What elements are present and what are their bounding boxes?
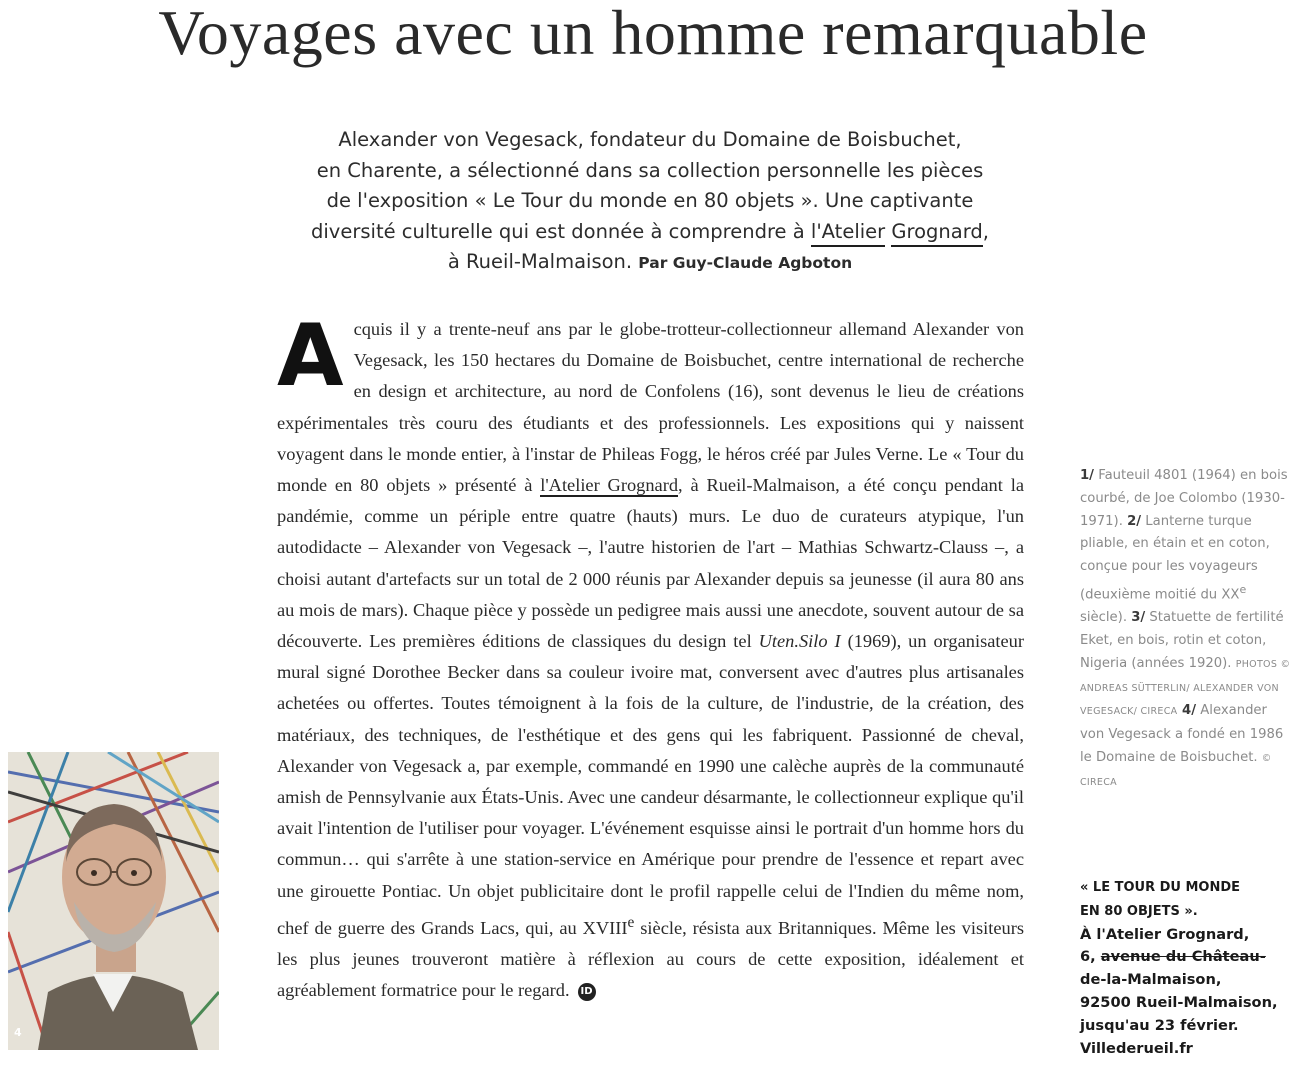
photo-credit-1: PHOTOS © ANDREAS SÜTTERLIN/ ALEXANDER VON VEGESACK/ CIRECA	[1080, 658, 1291, 718]
body-text-2: , à Rueil-Malmaison, a été conçu pendant la pandémie, comme un périple entre quatre (hauts) murs. Le duo de curateurs atypique, l'un autodidacte – Alexander von Vegesack –, l'autre historien de l'art – Mathias Schwartz-Clauss –, a choisi autant d'artefacts sur un total de 2 000 réunis par Alexander depuis sa jeunesse (il aura 80 ans au mois de mars). Chaque pièce y possède un pedigree mais aussi une anecdote, souvent autour de sa découverte. Les premières éditions de classiques du design tel	[277, 475, 1024, 652]
caption-text-2: Lanterne turque pliable, en étain et en coton, conçue pour les voyageurs (deuxième moitié du XX	[1080, 513, 1270, 603]
lede-line-4: diversité culturelle qui est donnée à comprendre à	[311, 219, 811, 243]
info-city: 92500 Rueil-Malmaison,	[1080, 993, 1278, 1011]
lede-comma: ,	[982, 219, 989, 243]
info-website: Villederueil.fr	[1080, 1039, 1193, 1057]
article-lede	[270, 125, 1030, 279]
info-title-1: « LE TOUR DU MONDE	[1080, 880, 1241, 895]
lede-line-5: à Rueil-Malmaison.	[447, 250, 639, 273]
caption-text-4: Alexander von Vegesack a fondé en 1986 le Domaine de Boisbuchet.	[1080, 703, 1284, 765]
photo-credit-2: © CIRECA	[1080, 752, 1272, 788]
body-superscript: e	[627, 913, 635, 931]
body-text-4: siècle, résista aux Britanniques. Même les visiteurs les plus jeunes trouveront matière à réflexion au cours de cette exposition, idéalement et agréablement formatrice pour le regard.	[277, 917, 1024, 1001]
caption-text-2b: siècle).	[1080, 610, 1132, 626]
info-street-number: 6,	[1080, 948, 1101, 966]
body-link-atelier-grognard: l'Atelier Grognard	[540, 475, 679, 496]
caption-number-2: 2/	[1127, 513, 1142, 529]
lede-line-1: Alexander von Vegesack, fondateur du Domaine de Boisbuchet,	[338, 128, 962, 151]
portrait-photo	[8, 752, 219, 1050]
caption-number-4: 4/	[1177, 703, 1197, 719]
caption-superscript: e	[1239, 582, 1247, 596]
body-italic-title: Uten.Silo I	[758, 631, 841, 652]
info-venue: À l'Atelier Grognard,	[1080, 925, 1250, 943]
exhibition-info	[1080, 876, 1295, 1060]
caption-text-1: Fauteuil 4801 (1964) en bois courbé, de Joe Colombo (1930-1971).	[1080, 468, 1288, 529]
byline: Par Guy-Claude Agboton	[638, 254, 853, 272]
body-text-3: (1969), un organisateur mural signé Dorothee Becker dans sa couleur ivoire mat, conversent avec d'autres plus artisanales achetées ou offertes. Toutes témoignent à la fois de la culture, de l'industrie, de la création, des matériaux, des techniques, de l'esthétique et des gens qui les fabriquent. Passionné de cheval, Alexander von Vegesack a, par exemple, commandé en 1990 une calèche auprès de la communauté amish de Pennsylvanie aux États-Unis. Avec une candeur désarmante, le collectionneur explique qu'il avait l'intention de l'utiliser pour voyager. L'événement esquisse ainsi le portrait d'un homme hors du commun… qui s'arrête à une station-service en Amérique pour prendre de l'essence et repart avec une girouette Pontiac. Un objet publicitaire dont le profil rappelle celui de l'Indien du même nom, chef de guerre des Grands Lacs, qui, au XVIII	[277, 631, 1025, 938]
caption-number-3: 3/	[1131, 610, 1146, 626]
lede-line-2: en Charente, a sélectionné dans sa collection personnelle les pièces	[316, 158, 984, 182]
article-title: Voyages avec un homme remarquable	[158, 0, 1148, 68]
drop-cap: A	[277, 306, 344, 406]
lede-link-grognard: Grognard	[891, 220, 982, 247]
caption-number-1: 1/	[1080, 468, 1094, 483]
photo-captions	[1080, 465, 1292, 795]
end-mark-icon: ID	[578, 983, 596, 1001]
info-dates: jusqu'au 23 février.	[1080, 1016, 1239, 1034]
portrait-illustration	[8, 752, 219, 1050]
caption-text-3: Statuette de fertilité Eket, en bois, rotin et coton, Nigeria (années 1920).	[1080, 610, 1284, 671]
article-body	[277, 306, 1025, 1007]
lede-line-3: de l'exposition « Le Tour du monde en 80 objets ». Une captivante	[326, 189, 974, 212]
info-street-2: de-la-Malmaison,	[1080, 971, 1222, 989]
body-text-1: cquis il y a trente-neuf ans par le globe-trotteur-collectionneur allemand Alexander von Vegesack, les 150 hectares du Domaine de Boisbuchet, centre international de recherche en design et architecture, au nord de Confolens (16), sont devenus le lieu de créations expérimentales très couru des étudiants et des professionnels. Les expositions qui y naissent voyagent dans le monde entier, à l'instar de Phileas Fogg, le héros créé par Jules Verne. Le « Tour du monde en 80 objets » présenté à	[277, 319, 1024, 496]
photo-number: 4	[14, 1026, 22, 1039]
info-title-2: EN 80 OBJETS ».	[1080, 903, 1198, 919]
info-street: avenue du Château-	[1100, 948, 1266, 966]
lede-link-atelier: l'Atelier	[811, 220, 885, 247]
